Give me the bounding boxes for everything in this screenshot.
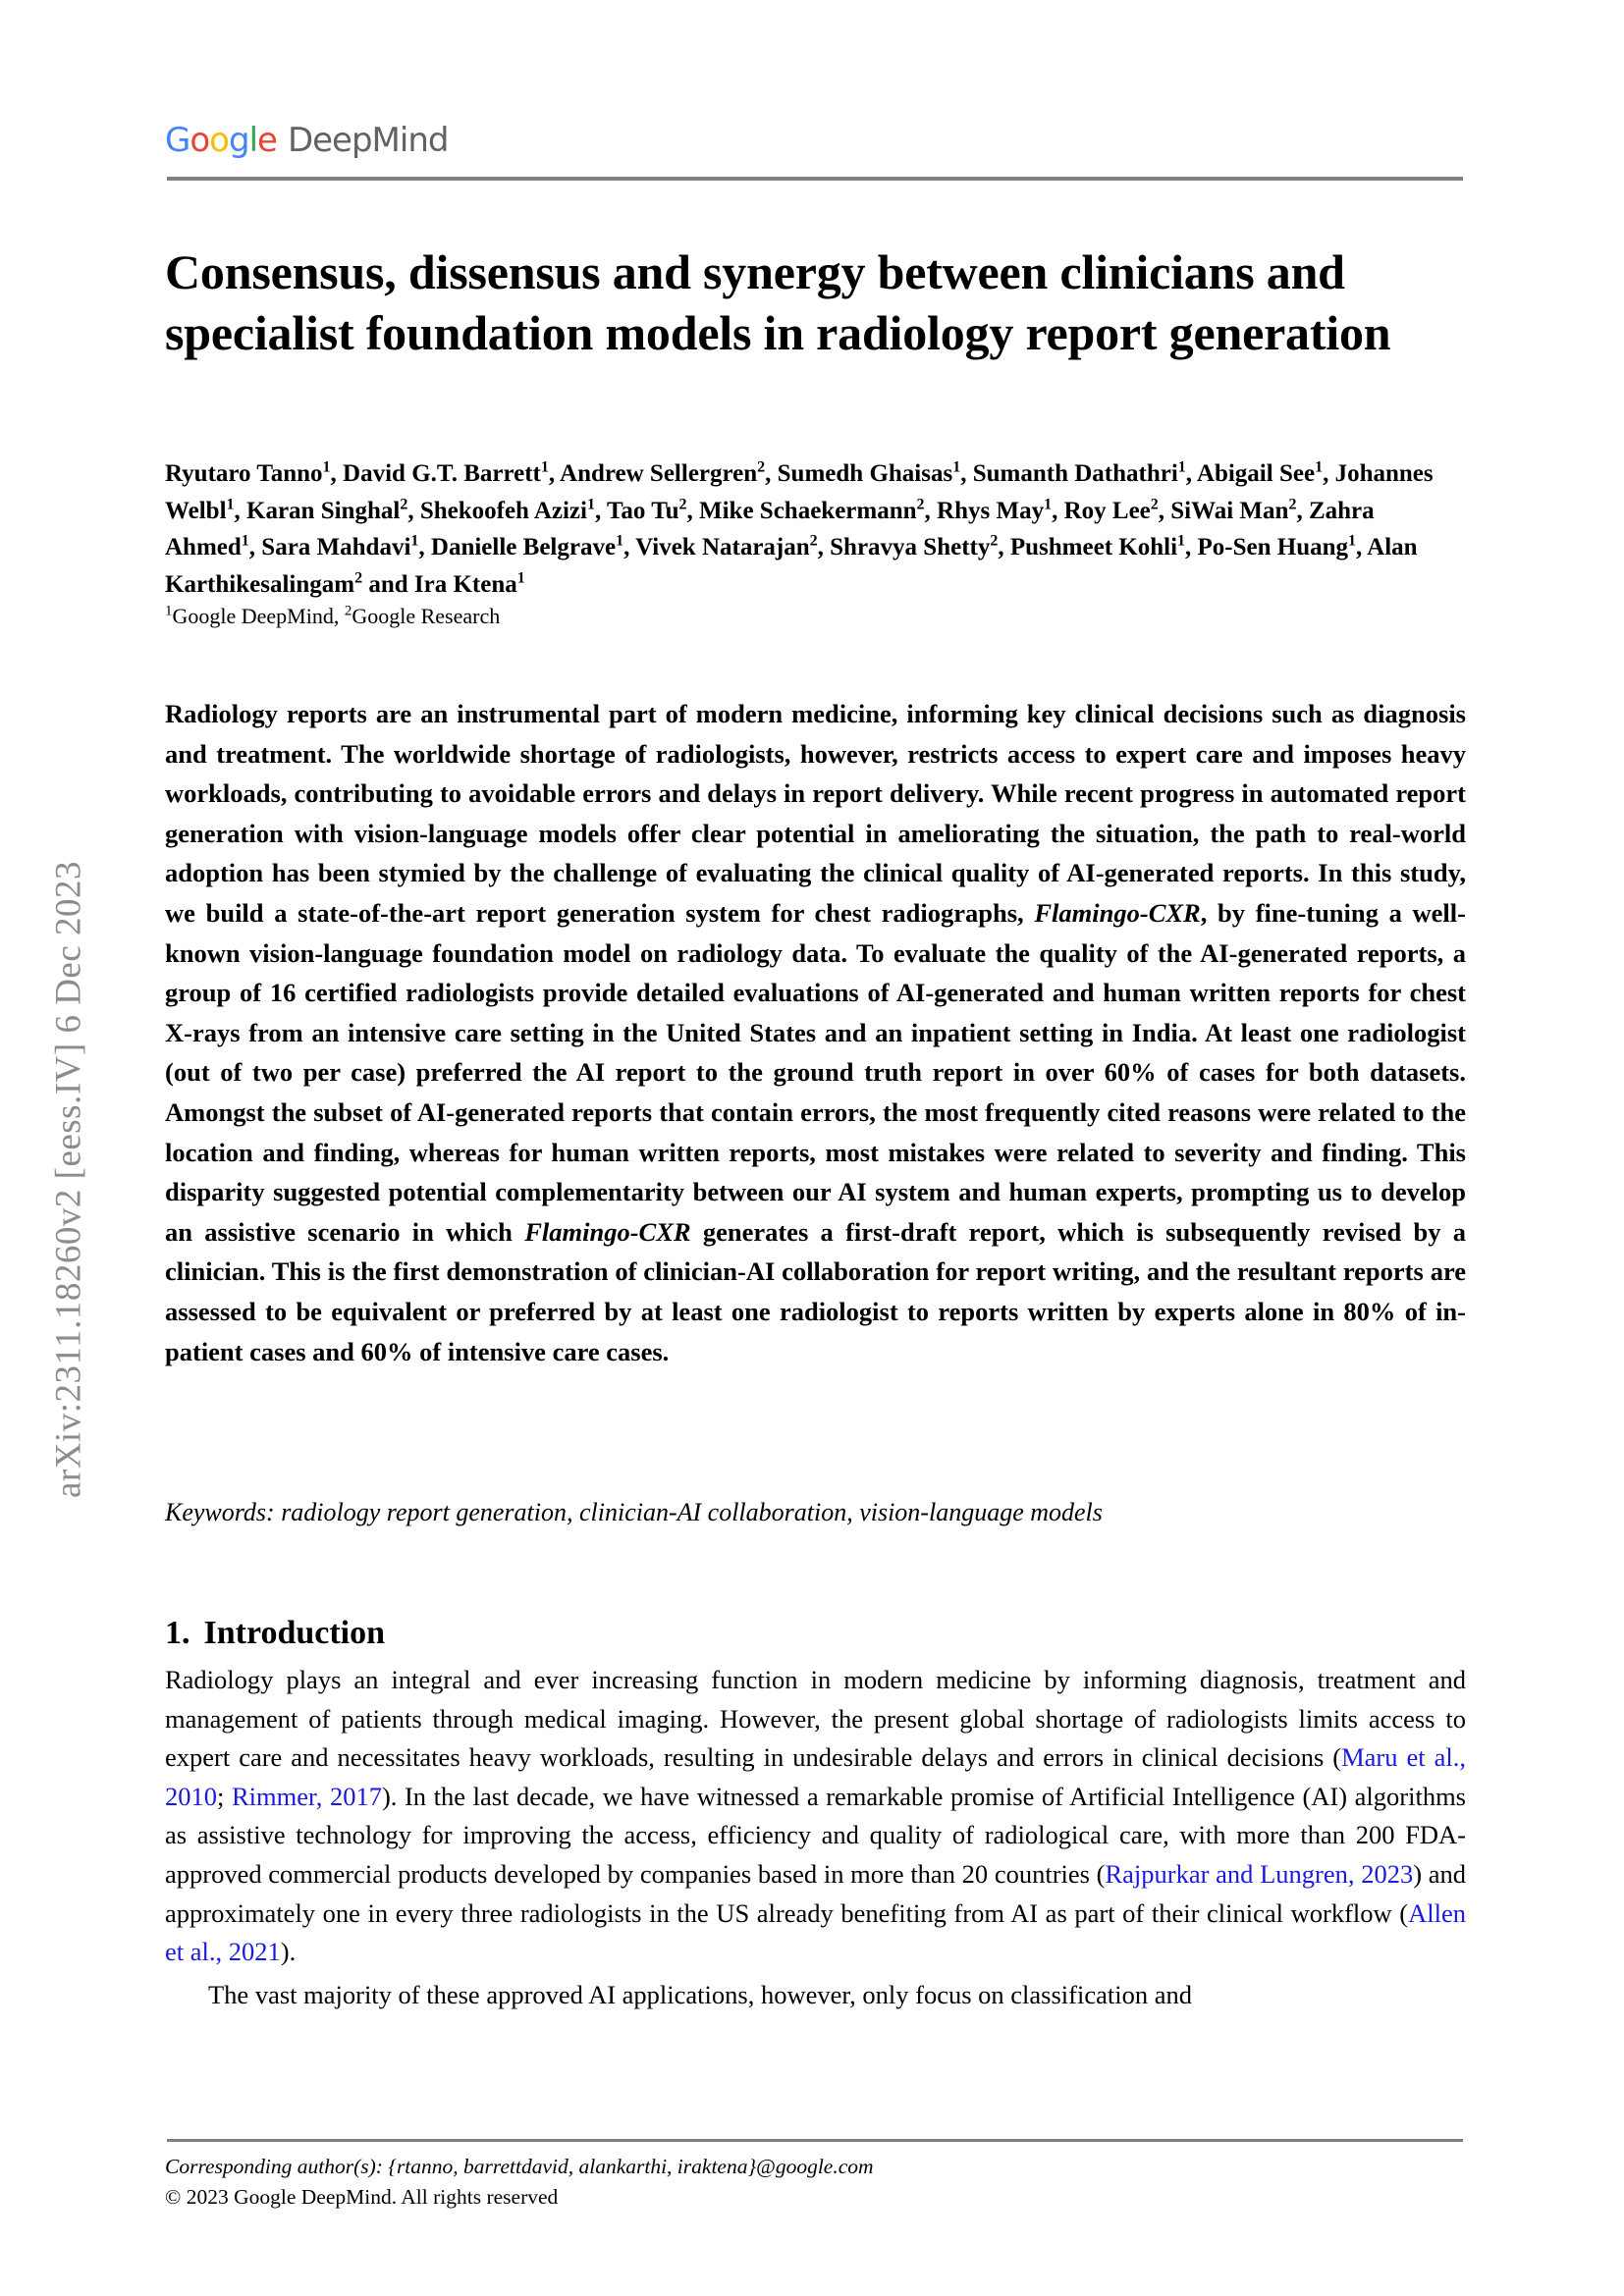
logo-wordmark: [165, 121, 448, 160]
author-affiliation-marker: 1: [410, 532, 419, 550]
author-affiliation-marker: 2: [916, 496, 925, 513]
intro-text-b: ;: [217, 1781, 232, 1811]
author-name: Vivek Natarajan: [635, 534, 810, 561]
author-affiliation-marker: 1: [516, 569, 525, 587]
logo-deepmind-word: DeepMind: [287, 121, 449, 160]
author-name: Tao Tu: [607, 497, 679, 524]
author-affiliation-marker: 1: [1348, 532, 1357, 550]
author-name: Ira Ktena: [413, 570, 517, 598]
author-name: David G.T. Barrett: [343, 460, 541, 487]
author-affiliation-marker: 2: [809, 532, 818, 550]
logo-letter-l-green: l: [248, 121, 258, 160]
affiliation-marker: 1: [165, 603, 173, 619]
author-name: Shekoofeh Azizi: [419, 497, 587, 524]
author-name: Alan Karthikesalingam: [165, 534, 1418, 598]
intro-text-d: ) and approximately one in every three radiologists in the US already benefiting from AI as part of their clinical workflow (: [165, 1858, 1467, 1928]
author-affiliation-marker: 1: [322, 458, 331, 476]
logo-letter-g-blue: G: [165, 121, 190, 160]
author-name: Shravya Shetty: [830, 534, 991, 561]
author-name: Karan Singhal: [246, 497, 401, 524]
abstract-text: [165, 694, 1466, 1371]
author-name: Sara Mahdavi: [261, 534, 411, 561]
corresponding-author-line: Corresponding author(s): {rtanno, barrettdavid, alankarthi, iraktena}@google.com: [165, 2155, 874, 2178]
author-affiliation-marker: 1: [952, 458, 961, 476]
author-affiliation-marker: 2: [1150, 496, 1159, 513]
author-name: Sumanth Dathathri: [972, 460, 1178, 487]
citation-link-rajpurkar-lungren-2023[interactable]: Rajpurkar and Lungren, 2023: [1105, 1858, 1414, 1889]
citation-link-maru-2010[interactable]: Maru et al., 2010: [165, 1742, 1466, 1811]
affiliation-name: Google Research: [352, 604, 501, 628]
logo-letter-o-red: o: [189, 121, 210, 160]
author-affiliation-marker: 1: [1044, 496, 1053, 513]
footer-divider: [167, 2139, 1463, 2142]
author-name: Pushmeet Kohli: [1009, 534, 1178, 561]
author-affiliation-marker: 1: [226, 496, 235, 513]
arxiv-stamp: [0, 0, 147, 2296]
author-affiliation-marker: 2: [354, 569, 363, 587]
author-name: Abigail See: [1196, 460, 1316, 487]
author-name: Zahra Ahmed: [165, 497, 1375, 561]
author-affiliation-marker: 1: [616, 532, 624, 550]
author-affiliation-marker: 2: [1288, 496, 1297, 513]
citation-link-rimmer-2017[interactable]: Rimmer, 2017: [231, 1781, 382, 1811]
intro-paragraph-1: [165, 1661, 1466, 1972]
author-name: Mike Schaekermann: [699, 497, 917, 524]
page-footer: [165, 2152, 1466, 2213]
abstract-part-1: Radiology reports are an instrumental part of modern medicine, informing key clinical decisions such as diagnosis and treatment. The worldwide shortage of radiologists, however, restricts access to expert care and imposes heavy workloads, contributing to avoidable errors and delays in report delivery. While recent progress in automated report generation with vision-language models offer clear potential in ameliorating the situation, the path to real-world adoption has been stymied by the challenge of evaluating the clinical quality of AI-generated reports. In this study, we build a state-of-the-art report generation system for chest radiographs,: [165, 699, 1466, 928]
section-number: 1.: [165, 1615, 190, 1652]
author-name: Andrew Sellergren: [560, 460, 758, 487]
citation-link-allen-2021[interactable]: Allen et al., 2021: [165, 1897, 1466, 1967]
author-affiliation-marker: 1: [1177, 532, 1186, 550]
intro-text-e: ).: [280, 1937, 297, 1967]
copyright-line: © 2023 Google DeepMind. All rights reserved: [165, 2185, 559, 2209]
section-title: Introduction: [203, 1615, 386, 1652]
logo-letter-e-red: e: [257, 121, 277, 160]
abstract-part-2: , by fine-tuning a well-known vision-language foundation model on radiology data. To evaluate the quality of the AI-generated reports, a group of 16 certified radiologists provide detailed evaluations of AI-generated and human written reports for chest X-rays from an intensive care setting in the United States and an inpatient setting in India. At least one radiologist (out of two per case) preferred the AI report to the ground truth report in over 60% of cases for both datasets. Amongst the subset of AI-generated reports that contain errors, the most frequently cited reasons were related to the location and finding, whereas for human written reports, most mistakes were related to severity and finding. This disparity suggested potential complementarity between our AI system and human experts, prompting us to develop an assistive scenario in which: [165, 897, 1466, 1247]
intro-text-a: Radiology plays an integral and ever increasing function in modern medicine by informing diagnosis, treatment and management of patients through medical imaging. However, the present global shortage of radiologists limits access to expert care and necessitates heavy workloads, resulting in undesirable delays and errors in clinical decisions (: [165, 1665, 1466, 1773]
affiliation-marker: 2: [344, 603, 352, 619]
logo-letter-g-blue-2: g: [228, 121, 249, 160]
header-divider: [167, 177, 1463, 181]
google-deepmind-logo: [165, 121, 448, 164]
affiliation-list: $^1$Google DeepMind, $^2$Google Research: [165, 603, 501, 628]
logo-letter-o-yellow: o: [209, 121, 229, 160]
author-affiliation-marker: 2: [757, 458, 766, 476]
author-affiliation-marker: 2: [400, 496, 408, 513]
author-name: Ryutaro Tanno: [165, 460, 323, 487]
keywords-line: Keywords: radiology report generation, clinician-AI collaboration, vision-language models: [165, 1498, 1103, 1526]
abstract-part-3: generates a first-draft report, which is subsequently revised by a clinician. This is the first demonstration of clinician-AI collaboration for report writing, and the resultant reports are assessed to be equivalent or preferred by at least one radiologist to reports written by experts alone in 80% of in-patient cases and 60% of intensive care cases.: [165, 1216, 1466, 1366]
author-name: Rhys May: [937, 497, 1045, 524]
section-heading-introduction: [165, 1612, 385, 1655]
author-affiliation-marker: 1: [540, 458, 549, 476]
affiliation-name: Google DeepMind: [172, 604, 334, 628]
intro-paragraph-2: The vast majority of these approved AI applications, however, only focus on classification and: [208, 1979, 1192, 2009]
author-name: SiWai Man: [1170, 497, 1289, 524]
paper-page: [165, 0, 1466, 2296]
author-name: Danielle Belgrave: [430, 534, 617, 561]
author-name: Po-Sen Huang: [1197, 534, 1349, 561]
abstract-emphasis-flamingo-cxr-1: Flamingo-CXR: [1034, 897, 1201, 928]
author-name: Sumedh Ghaisas: [777, 460, 953, 487]
author-list: Ryutaro Tanno$^1$, David G.T. Barrett$^1$, Andrew Sellergren$^2$, Sumedh Ghaisas$^1$, Sumanth Dathathri$^1$, Abigail See$^1$, Johannes Welbl$^1$, Karan Singhal$^2$, Shekoofeh Azizi$^1$, Tao Tu$^2$, Mike Schaekermann$^2$, Rhys May$^1$, Roy Lee$^2$, SiWai Man$^2$, Zahra Ahmed$^1$, Sara Mahdavi$^1$, Danielle Belgrave$^1$, Vivek Natarajan$^2$, Shravya Shetty$^2$, Pushmeet Kohli$^1$, Po-Sen Huang$^1$, Alan Karthikesalingam$^2$ and Ira Ktena$^1$: [165, 458, 1434, 598]
introduction-body: [165, 1661, 1466, 2014]
abstract-emphasis-flamingo-cxr-2: Flamingo-CXR: [524, 1216, 691, 1247]
author-affiliation-marker: 2: [990, 532, 999, 550]
author-affiliation-marker: 1: [586, 496, 595, 513]
author-affiliation-marker: 2: [678, 496, 687, 513]
page-title: Consensus, dissensus and synergy between clinicians and specialist foundation models in radiology report generation: [165, 243, 1391, 360]
author-name: Roy Lee: [1063, 497, 1151, 524]
intro-text-c: ). In the last decade, we have witnessed a remarkable promise of Artificial Intelligence (AI) algorithms as assistive technology for improving the access, efficiency and quality of radiological care, with more than 200 FDA-approved commercial products developed by companies based in more than 20 countries (: [165, 1781, 1466, 1889]
author-affiliation-marker: 1: [1315, 458, 1324, 476]
arxiv-stamp-text: arXiv:2311.18260v2 [eess.IV] 6 Dec 2023: [48, 860, 89, 1499]
author-name: Johannes Welbl: [165, 460, 1434, 524]
author-affiliation-marker: 1: [1177, 458, 1186, 476]
author-affiliation-marker: 1: [241, 532, 249, 550]
